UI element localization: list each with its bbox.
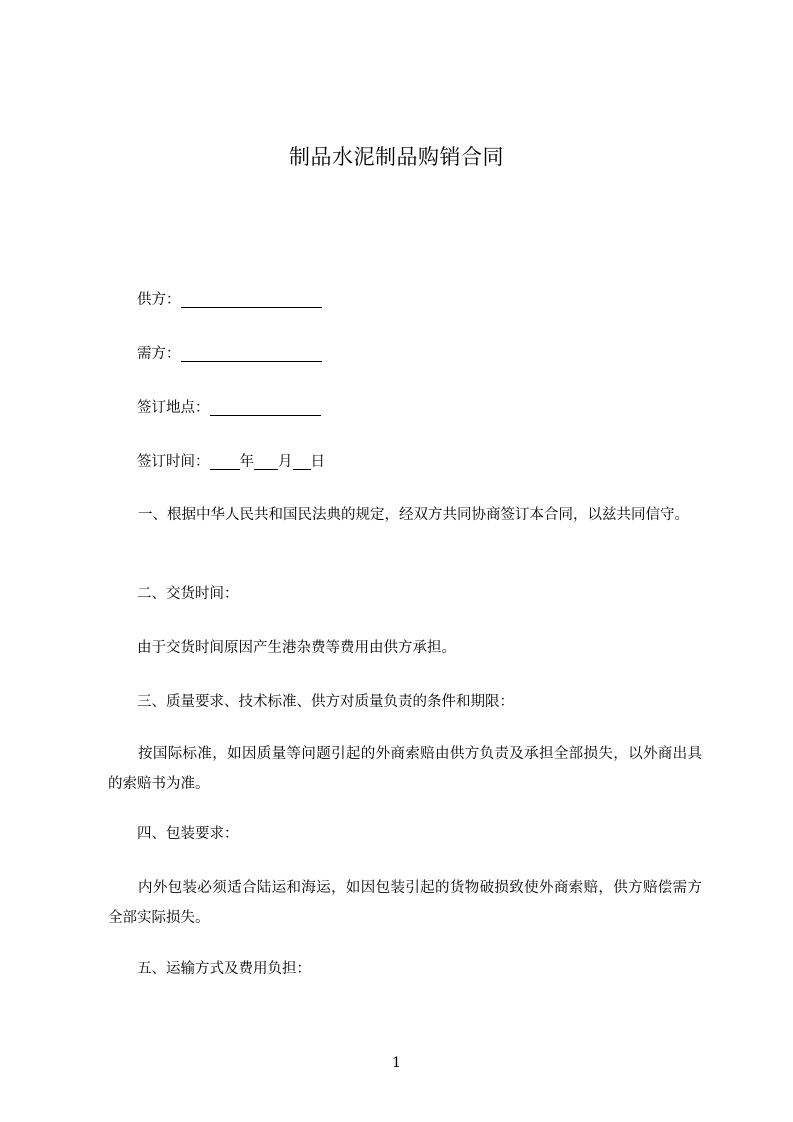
signing-place-label: 签订地点： — [137, 400, 210, 416]
section-3-paragraph: 按国际标准，如因质量等问题引起的外商索赔由供方负责及承担全部损失，以外商出具的索赔书为准。 — [108, 746, 702, 792]
year-suffix: 年 — [239, 454, 254, 470]
section-2-heading: 二、交货时间： — [137, 586, 239, 602]
section-5-heading: 五、运输方式及费用负担： — [137, 961, 311, 977]
month-suffix: 月 — [278, 454, 293, 470]
buyer-blank — [181, 343, 322, 362]
section-4-paragraph: 内外包装必须适合陆运和海运，如因包装引起的货物破损致使外商索赔，供方赔偿需方全部实际损失。 — [108, 880, 702, 926]
signing-time-field — [137, 448, 325, 476]
day-suffix: 日 — [310, 454, 325, 470]
month-blank — [254, 451, 278, 470]
supplier-field — [137, 286, 322, 314]
signing-time-label: 签订时间： — [137, 454, 210, 470]
signing-place-field — [137, 394, 321, 422]
supplier-label: 供方： — [137, 292, 181, 308]
day-blank — [293, 451, 311, 470]
section-4-heading: 四、包装要求： — [137, 826, 239, 842]
section-1-paragraph: 一、根据中华人民共和国民法典的规定，经双方共同协商签订本合同，以兹共同信守。 — [138, 507, 689, 523]
buyer-label: 需方： — [137, 346, 181, 362]
buyer-field — [137, 340, 322, 368]
supplier-blank — [181, 289, 322, 308]
signing-place-blank — [210, 397, 321, 416]
section-2-body: 由于交货时间原因产生港杂费等费用由供方承担。 — [137, 640, 456, 656]
document-title: 制品水泥制品购销合同 — [289, 145, 504, 169]
year-blank — [210, 451, 240, 470]
section-3-heading: 三、质量要求、技术标准、供方对质量负责的条件和期限： — [137, 694, 514, 710]
page-number: 1 — [392, 1055, 401, 1071]
